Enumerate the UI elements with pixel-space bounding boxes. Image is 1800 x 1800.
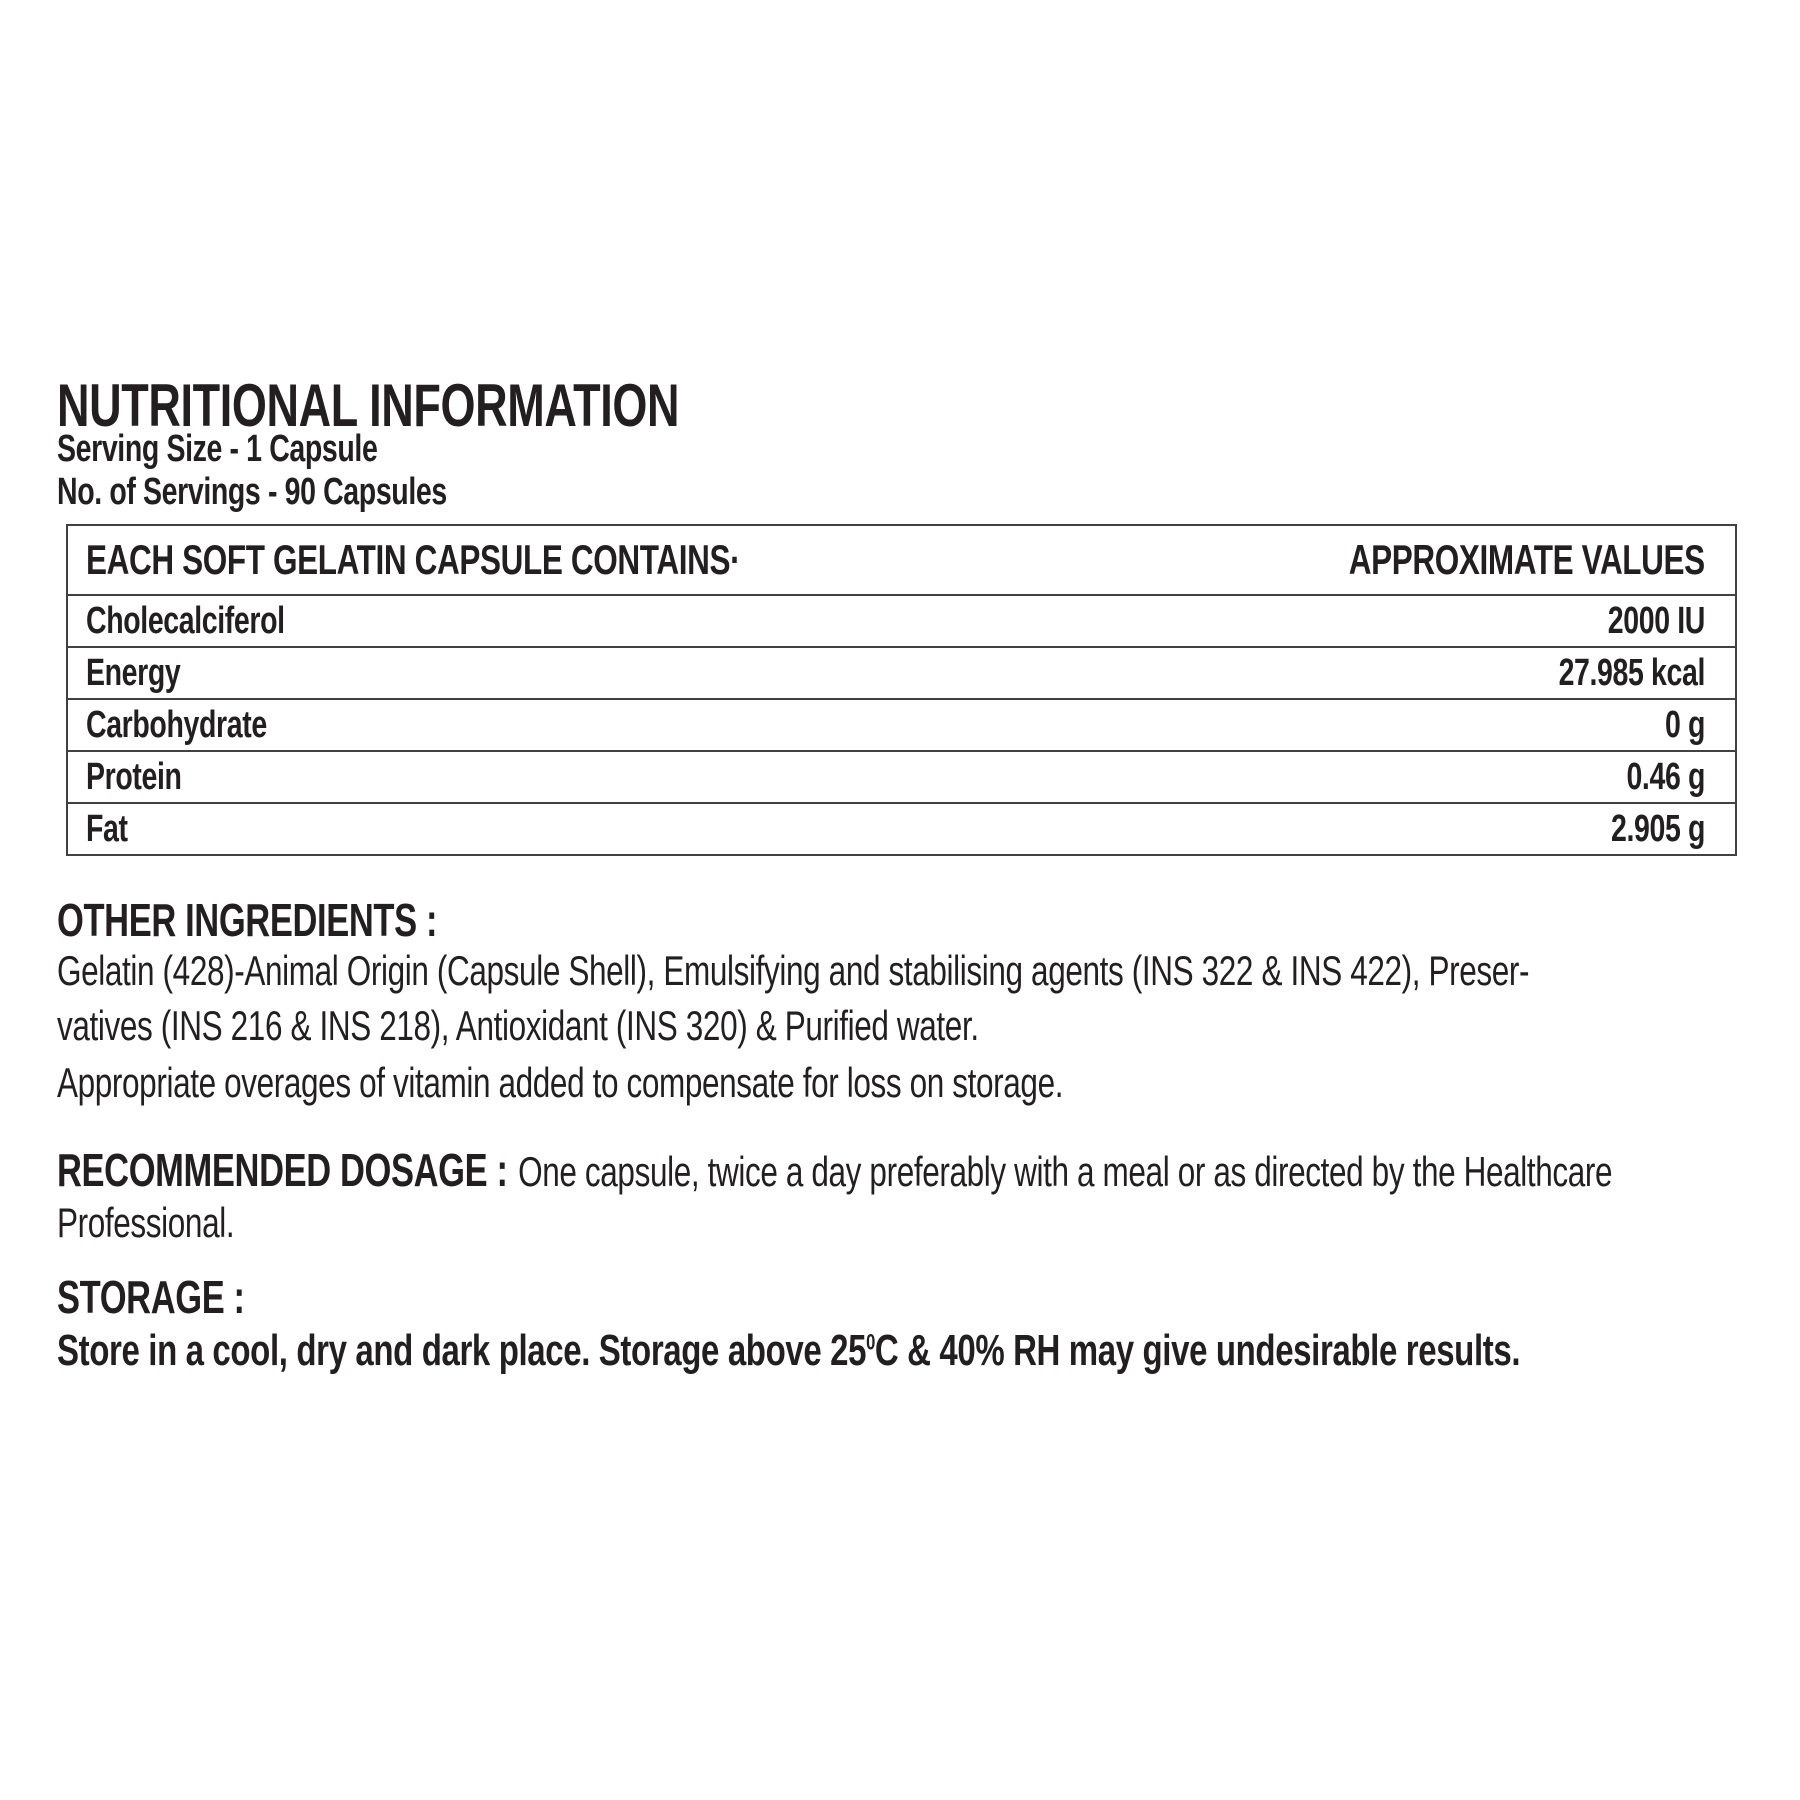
storage-text-post: C & 40% RH may give undesirable results.	[874, 1326, 1521, 1375]
nutrient-name-cell	[68, 706, 1285, 744]
nutrient-value-cell	[1285, 758, 1735, 796]
serving-size-text: Serving Size - 1 Capsule	[57, 428, 378, 470]
table-row	[68, 802, 1735, 854]
nutrient-name-cell	[68, 758, 1285, 796]
storage-heading: STORAGE :	[57, 1271, 245, 1323]
nutrient-value-cell	[1285, 810, 1735, 848]
table-header-row	[68, 526, 1735, 594]
recommended-dosage-line-1	[57, 1144, 1613, 1196]
servings-count-text: No. of Servings - 90 Capsules	[57, 471, 447, 513]
nutrient-value-cell	[1285, 602, 1735, 640]
other-ingredients-line-2: vatives (INS 216 & INS 218), Antioxidant (INS 320) & Purified water.	[57, 1002, 979, 1049]
table-header-values-label: APPROXIMATE VALUES	[1348, 536, 1705, 583]
recommended-dosage-text-line-2: Professional.	[57, 1199, 235, 1246]
page-title: NUTRITIONAL INFORMATION	[57, 372, 680, 439]
nutrient-value: 0.46 g	[1626, 756, 1705, 798]
other-ingredients-line-3: Appropriate overages of vitamin added to compensate for loss on storage.	[57, 1059, 1064, 1106]
nutrient-name: Cholecalciferol	[86, 600, 285, 642]
table-row	[68, 646, 1735, 698]
table-header-contains-cell	[68, 536, 1230, 583]
nutrient-name-cell	[68, 654, 1285, 692]
nutrient-name-cell	[68, 810, 1285, 848]
nutrient-name-cell	[68, 602, 1285, 640]
nutrient-value: 0 g	[1664, 704, 1705, 746]
other-ingredients-heading: OTHER INGREDIENTS :	[57, 894, 438, 946]
recommended-dosage-text: One capsule, twice a day preferably with a meal or as directed by the Healthcare	[518, 1148, 1613, 1195]
nutrient-name: Energy	[86, 652, 181, 694]
nutrient-name: Protein	[86, 756, 182, 798]
nutrient-value: 27.985 kcal	[1558, 652, 1705, 694]
table-row	[68, 750, 1735, 802]
recommended-dosage-heading: RECOMMENDED DOSAGE :	[57, 1144, 508, 1196]
other-ingredients-line-1: Gelatin (428)-Animal Origin (Capsule Shell), Emulsifying and stabilising agents (INS 322 & INS 422), Preser-	[57, 947, 1530, 994]
storage-temp-superscript: 0	[866, 1329, 875, 1355]
nutrient-value: 2.905 g	[1610, 808, 1705, 850]
table-header-values-cell	[1230, 536, 1735, 583]
nutrient-name: Carbohydrate	[86, 704, 267, 746]
storage-text-pre: Store in a cool, dry and dark place. Storage above 25	[57, 1326, 867, 1375]
nutrient-value: 2000 IU	[1607, 600, 1705, 642]
nutrition-table	[66, 524, 1737, 856]
table-row	[68, 698, 1735, 750]
table-row	[68, 594, 1735, 646]
nutrient-value-cell	[1285, 706, 1735, 744]
storage-text	[57, 1326, 1521, 1375]
table-header-contains-label: EACH SOFT GELATIN CAPSULE CONTAINS·	[86, 536, 741, 583]
nutrient-name: Fat	[86, 808, 128, 850]
nutrient-value-cell	[1285, 654, 1735, 692]
